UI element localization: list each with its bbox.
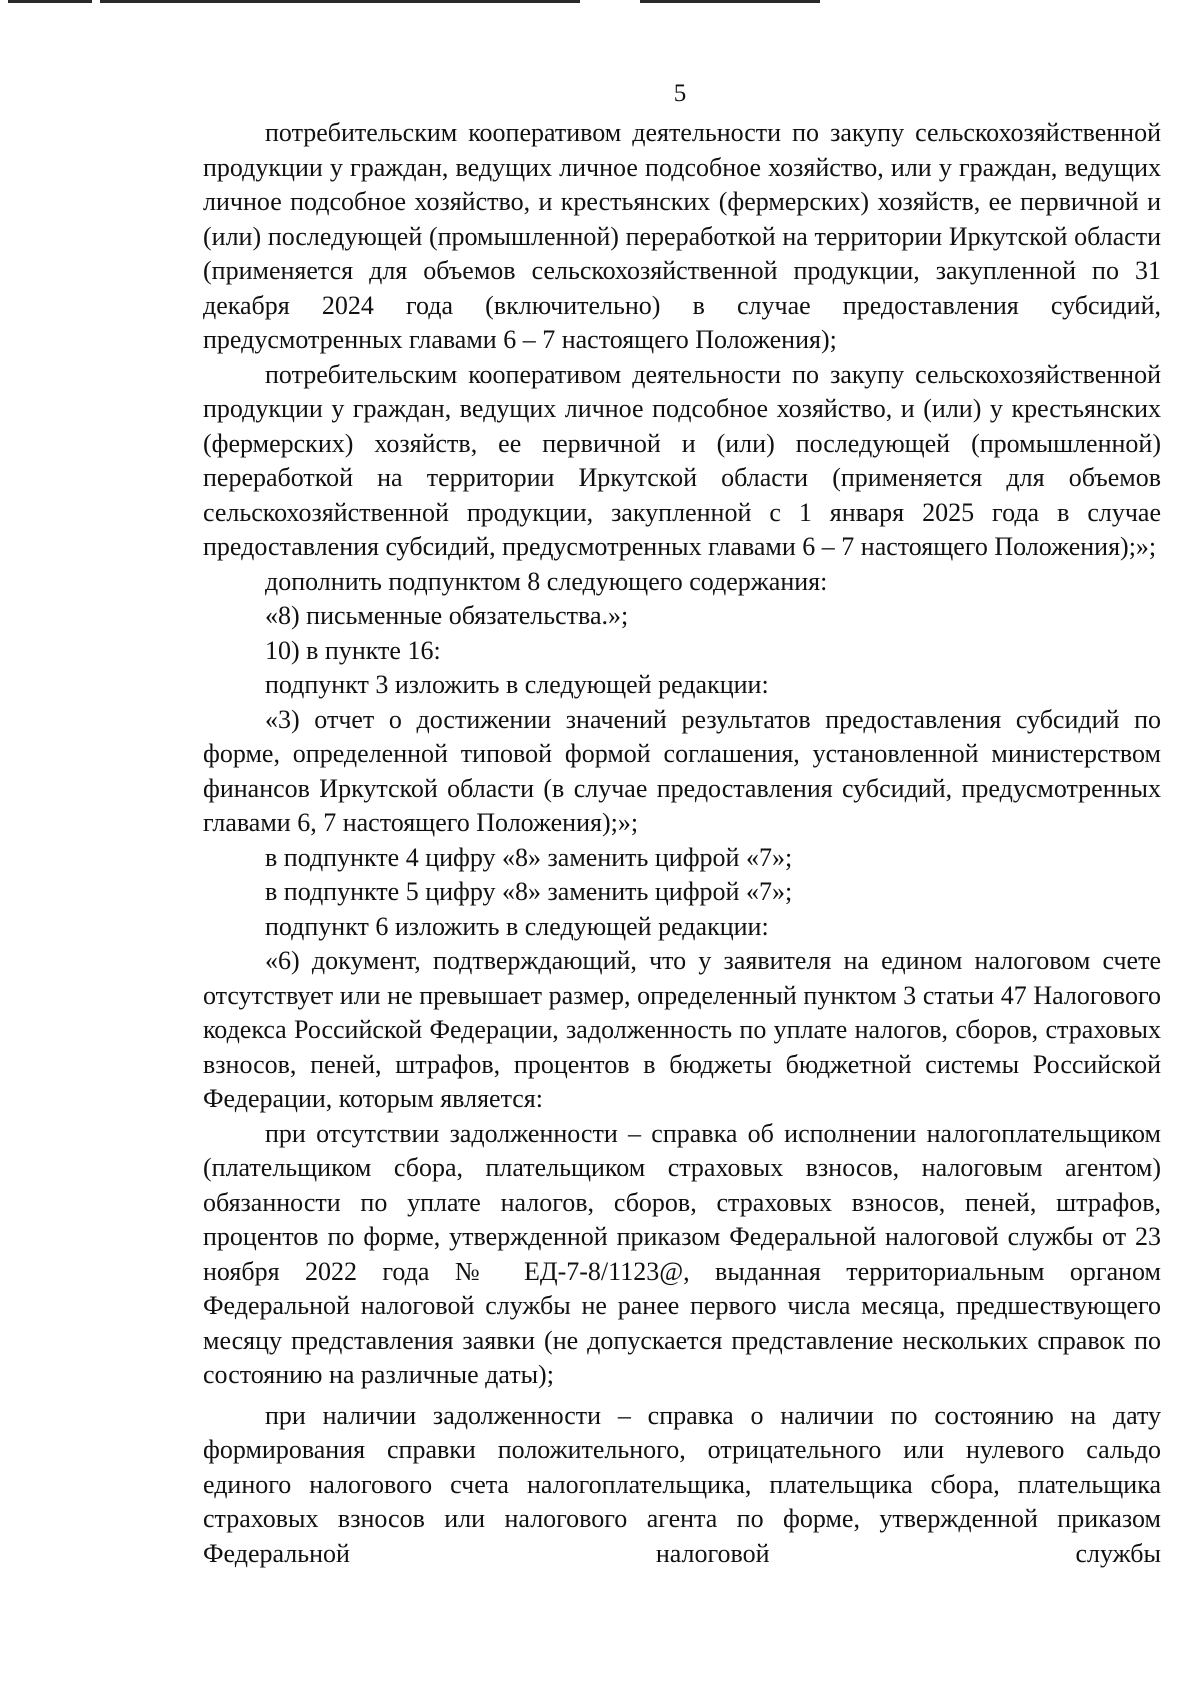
paragraph: при наличии задолженности – справка о наличии по состоянию на дату формирования справки положительного, отрицательного или нулевого сальдо единого налогового счета налогоплательщика, плательщика сбора, плательщика страховых взносов или налогового агента по форме, утвержденной приказом Федеральной налоговой службы — [203, 1400, 1161, 1568]
paragraph: «6) документ, подтверждающий, что у заявителя на едином налоговом счете отсутствует или не превышает размер, определенный пунктом 3 статьи 47 Налогового кодекса Российской Федерации, задолженность по уплате налогов, сборов, страховых взносов, пеней, штрафов, процентов в бюджеты бюджетной системы Российской Федерации, которым является: — [203, 946, 1161, 1113]
scan-edge-mark — [8, 0, 92, 3]
paragraph: потребительским кооперативом деятельности по закупу сельскохозяйственной продукции у граждан, ведущих личное подсобное хозяйство, и (или) у крестьянских (фермерских) хозяйств, ее первичной и (или) последующей (промышленной) переработкой на территории Иркутской области (применяется для объемов сельскохозяйственной продукции, закупленной с 1 января 2025 года в случае предоставления субсидий, предусмотренных главами 6 – 7 настоящего Положения);»; — [203, 359, 1161, 561]
paragraph: подпункт 3 изложить в следующей редакции: — [265, 670, 769, 699]
page-number: 5 — [673, 80, 687, 107]
scan-edge-mark — [100, 0, 580, 3]
paragraph: «8) письменные обязательства.»; — [265, 601, 629, 630]
paragraph: в подпункте 5 цифру «8» заменить цифрой «7»; — [265, 877, 793, 906]
paragraph: в подпункте 4 цифру «8» заменить цифрой «7»; — [265, 842, 793, 872]
paragraph: «3) отчет о достижении значений результатов предоставления субсидий по форме, определенной типовой формой соглашения, установленной министерством финансов Иркутской области (в случае предоставления субсидий, предусмотренных главами 6, 7 настоящего Положения);»; — [203, 704, 1161, 837]
paragraph: дополнить подпунктом 8 следующего содержания: — [265, 566, 828, 596]
paragraph: при отсутствии задолженности – справка об исполнении налогоплательщиком (плательщиком сбора, плательщиком страховых взносов, налоговым агентом) обязанности по уплате налогов, сборов, страховых взносов, пеней, штрафов, процентов по форме, утвержденной приказом Федеральной налоговой службы от 23 ноября 2022 года № ЕД-7-8/1123@, выданная территориальным органом Федеральной налоговой службы не ранее первого числа месяца, предшествующего месяцу представления заявки (не допускается представление нескольких справок по состоянию на различные даты); — [203, 1118, 1161, 1389]
paragraph: 10) в пункте 16: — [265, 635, 441, 665]
scan-edge-mark — [640, 0, 820, 3]
paragraph: подпункт 6 изложить в следующей редакции: — [265, 911, 769, 941]
paragraph: потребительским кооперативом деятельности по закупу сельскохозяйственной продукции у граждан, ведущих личное подсобное хозяйство, или у граждан, ведущих личное подсобное хозяйство, и крестьянских (фермерских) хозяйств, ее первичной и (или) последующей (промышленной) переработкой на территории Иркутской области (применяется для объемов сельскохозяйственной продукции, закупленной по 31 декабря 2024 года (включительно) в случае предоставления субсидий, предусмотренных главами 6 – 7 настоящего Положения); — [203, 118, 1161, 354]
document-body — [203, 116, 1161, 1571]
